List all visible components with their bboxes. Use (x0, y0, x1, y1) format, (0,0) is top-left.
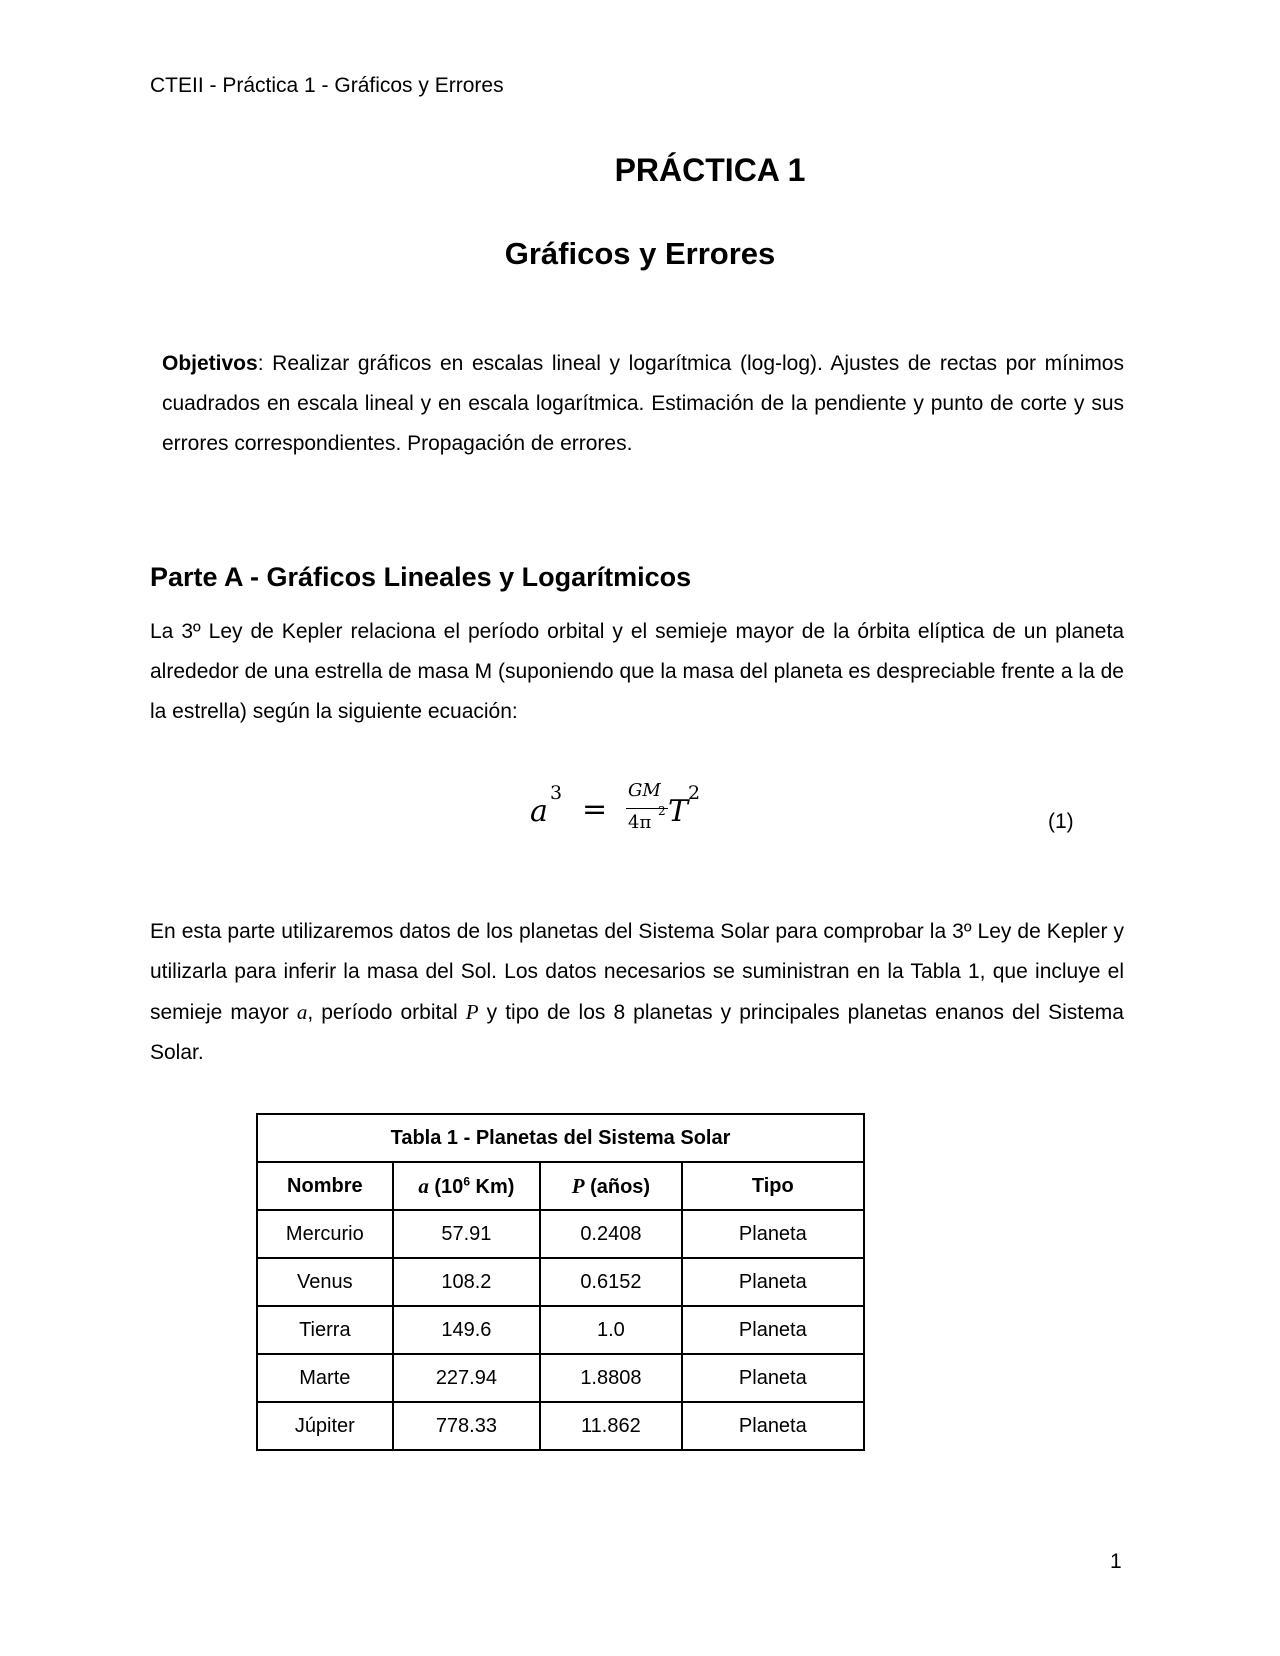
header-a-var: a (418, 1173, 429, 1198)
cell-type: Planeta (682, 1402, 864, 1450)
table-caption: Tabla 1 - Planetas del Sistema Solar (257, 1114, 864, 1162)
cell-name: Marte (257, 1354, 393, 1402)
equation-number: (1) (1048, 810, 1074, 833)
header-a-unit-exp: 6 (463, 1173, 470, 1188)
eq-lhs-base: a (530, 794, 548, 829)
table-row (257, 1354, 864, 1402)
intro-paragraph: La 3º Ley de Kepler relaciona el período orbital y el semieje mayor de la órbita elíptica de un planeta alrededor de una estrella de masa M (suponiendo que la masa del planeta es despreciable frente a la de la estrella) según la siguiente ecuación: (150, 620, 1124, 723)
planets-table (256, 1113, 865, 1451)
cell-a: 108.2 (393, 1258, 540, 1306)
cell-type: Planeta (682, 1306, 864, 1354)
header-p-unit: (años) (584, 1175, 651, 1198)
cell-a: 57.91 (393, 1210, 540, 1258)
cell-type: Planeta (682, 1354, 864, 1402)
cell-a: 778.33 (393, 1402, 540, 1450)
eq-denominator: 4π (628, 812, 652, 833)
eq-numerator: GM (628, 780, 661, 801)
p2-var-p: P (465, 1000, 479, 1024)
eq-lhs-exp: 3 (550, 782, 563, 804)
cell-name: Júpiter (257, 1402, 393, 1450)
page-subtitle: Gráficos y Errores (504, 236, 776, 271)
section-heading: Parte A - Gráficos Lineales y Logarítmicos (150, 562, 692, 592)
header-a-unit-pre: (10 (428, 1175, 464, 1198)
eq-equals: = (582, 792, 608, 827)
cell-name: Venus (257, 1258, 393, 1306)
cell-p: 0.2408 (540, 1210, 682, 1258)
cell-type: Planeta (682, 1210, 864, 1258)
eq-rhs-exp: 2 (688, 782, 701, 804)
cell-a: 149.6 (393, 1306, 540, 1354)
p2-text-3: y tipo de los 8 planetas y principales planetas enanos del Sistema Solar. (150, 1001, 1124, 1064)
running-header: CTEII - Práctica 1 - Gráficos y Errores (150, 74, 504, 97)
cell-p: 11.862 (540, 1402, 682, 1450)
kepler-equation (530, 780, 760, 860)
p2-text-1: En esta parte utilizaremos datos de los planetas del Sistema Solar para comprobar la 3º Ley de Kepler y utilizarla para inferir la masa del Sol. Los datos necesarios se suministran en la Tabla 1, que incluye el semieje mayor (150, 920, 1124, 1024)
header-type: Tipo (682, 1162, 864, 1210)
objectives-paragraph (162, 344, 1124, 464)
data-paragraph (150, 912, 1124, 1073)
table-row (257, 1258, 864, 1306)
eq-rhs-base: T (668, 794, 689, 829)
header-p (540, 1162, 682, 1210)
cell-a: 227.94 (393, 1354, 540, 1402)
cell-p: 1.0 (540, 1306, 682, 1354)
p2-text-2: , período orbital (307, 1001, 466, 1024)
p2-var-a: a (296, 1000, 308, 1024)
header-a-unit-post: Km) (470, 1175, 515, 1198)
eq-denominator-exp: 2 (658, 804, 666, 818)
objectives-text: : Realizar gráficos en escalas lineal y logarítmica (log-log). Ajustes de rectas por mínimos cuadrados en escala lineal y en escala logarítmica. Estimación de la pendiente y punto de corte y sus errores correspondientes. Propagación de errores. (162, 352, 1124, 455)
header-a (393, 1162, 540, 1210)
page-title: PRÁCTICA 1 (614, 152, 806, 188)
table-row (257, 1210, 864, 1258)
page-number: 1 (1110, 1550, 1122, 1573)
cell-name: Mercurio (257, 1210, 393, 1258)
table-row (257, 1306, 864, 1354)
table-row (257, 1402, 864, 1450)
cell-name: Tierra (257, 1306, 393, 1354)
cell-p: 0.6152 (540, 1258, 682, 1306)
cell-p: 1.8808 (540, 1354, 682, 1402)
objectives-label: Objetivos (162, 352, 258, 375)
header-name: Nombre (257, 1162, 393, 1210)
cell-type: Planeta (682, 1258, 864, 1306)
table-header-row (257, 1162, 864, 1210)
header-p-var: P (571, 1173, 585, 1198)
